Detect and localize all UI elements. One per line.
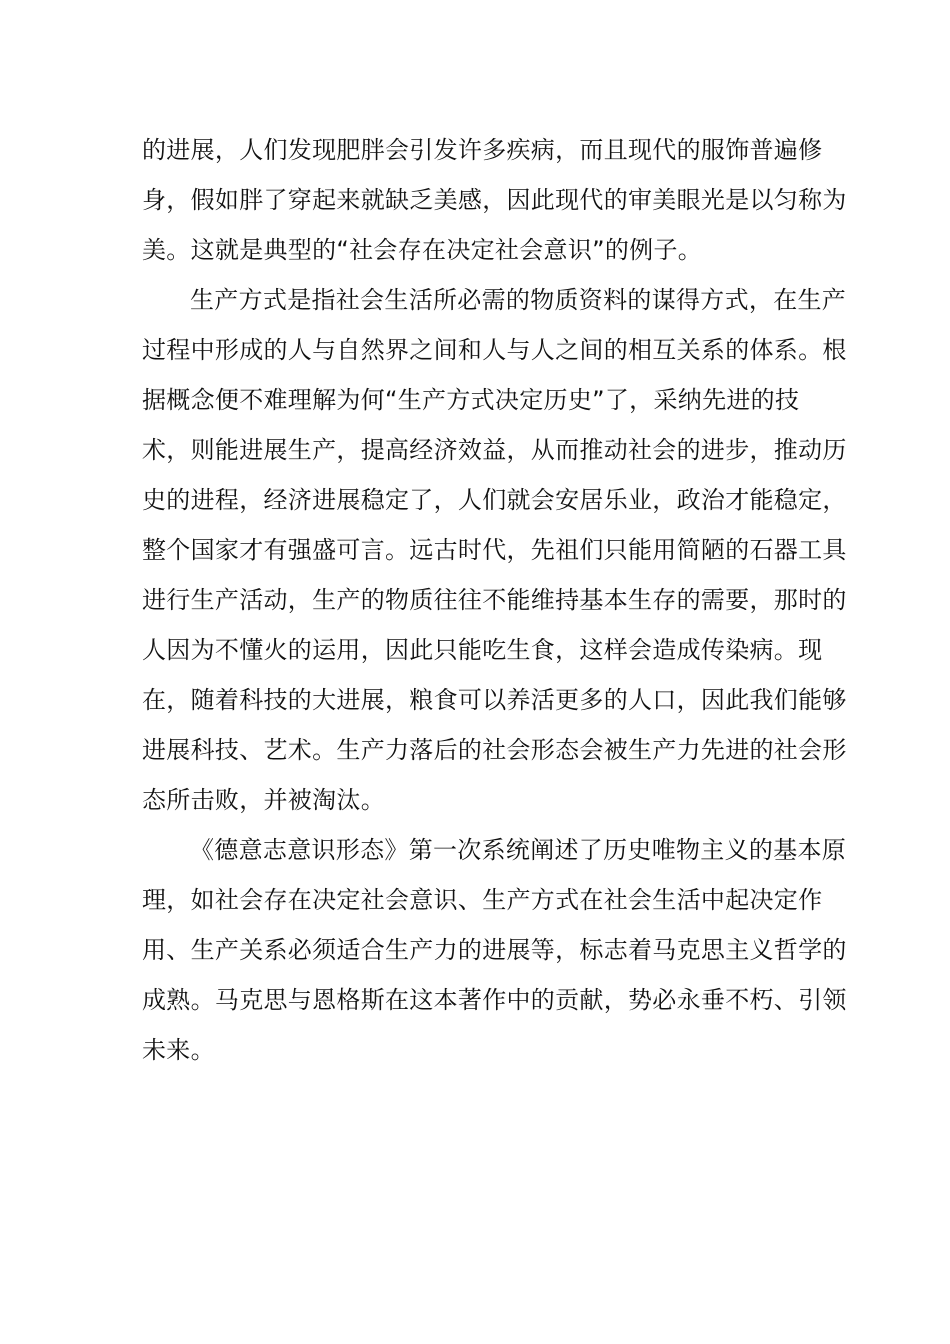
text-line: 整个国家才有强盛可言。远古时代，先祖们只能用简陋的石器工具 [142,536,847,564]
text-line: 美。这就是典型的“社会存在决定社会意识”的例子。 [142,236,703,264]
text-line: 未来。 [142,1036,215,1064]
body-text [142,128,847,1078]
text-line: 术，则能进展生产，提高经济效益，从而推动社会的进步，推动历 [142,436,847,464]
text-line: 生产方式是指社会生活所必需的物质资料的谋得方式，在生产 [190,286,847,314]
text-line: 史的进程，经济进展稳定了，人们就会安居乐业，政治才能稳定， [142,486,847,514]
text-line: 人因为不懂火的运用，因此只能吃生食，这样会造成传染病。现 [142,636,823,664]
text-line: 进行生产活动，生产的物质往往不能维持基本生存的需要，那时的 [142,586,847,614]
text-line: 态所击败，并被淘汰。 [142,786,385,814]
text-line: 理，如社会存在决定社会意识、生产方式在社会生活中起决定作 [142,886,823,914]
text-line: 用、生产关系必须适合生产力的进展等，标志着马克思主义哲学的 [142,936,847,964]
text-line: 据概念便不难理解为何“生产方式决定历史”了，采纳先进的技 [142,386,800,414]
text-line: 的进展，人们发现肥胖会引发许多疾病，而且现代的服饰普遍修 [142,136,823,164]
text-line: 过程中形成的人与自然界之间和人与人之间的相互关系的体系。根 [142,336,847,364]
paragraph-continued [142,128,847,278]
text-line: 进展科技、艺术。生产力落后的社会形态会被生产力先进的社会形 [142,736,847,764]
text-line: 成熟。马克思与恩格斯在这本著作中的贡献，势必永垂不朽、引领 [142,986,847,1014]
text-line: 身，假如胖了穿起来就缺乏美感，因此现代的审美眼光是以匀称为 [142,186,847,214]
paragraph-mode-of-production [142,278,847,828]
text-line: 在，随着科技的大进展，粮食可以养活更多的人口，因此我们能够 [142,686,847,714]
text-line: 《德意志意识形态》第一次系统阐述了历史唯物主义的基本原 [190,836,847,864]
paragraph-german-ideology [142,828,847,1078]
